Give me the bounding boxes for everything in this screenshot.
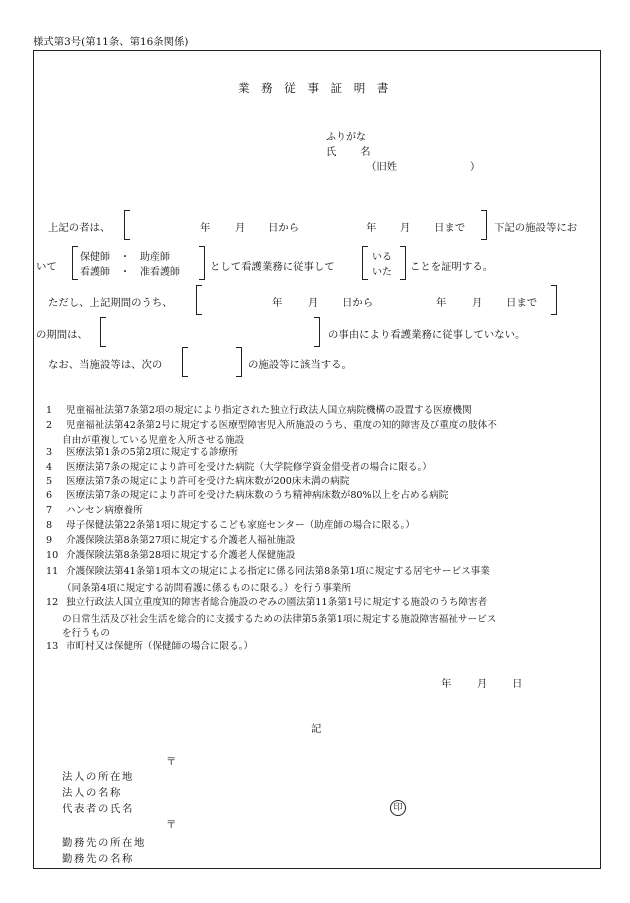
- line2-status-close-bracket: [400, 246, 406, 280]
- line3-day-until: 日まで: [506, 297, 538, 309]
- facility-item-6: 6 医療法第7条の規定により許可を受けた病床数のうち精神病床数が80%以上を占める病院: [46, 490, 449, 501]
- line3-close-bracket: [551, 285, 557, 315]
- facility-item-7: 7 ハンセン病療養所: [46, 505, 143, 516]
- facility-item-3: 3 医療法第1条の5第2項に規定する診療所: [46, 447, 238, 458]
- name-label: 氏 名: [326, 146, 372, 158]
- ki-heading: 記: [311, 723, 322, 735]
- old-surname: （旧姓 ）: [366, 161, 481, 173]
- facility-item-9: 9 介護保険法第8条第27項に規定する介護老人福祉施設: [46, 535, 296, 546]
- corp-address-label: 法人の所在地: [62, 771, 134, 783]
- line2-options-open-bracket: [72, 246, 78, 280]
- line3-prefix: ただし、上記期間のうち、: [48, 297, 173, 309]
- postal-mark-corp: 〒: [166, 756, 177, 768]
- line2-status-open-bracket: [362, 246, 368, 280]
- facility-item-11: 11 介護保険法第41条第1項本文の規定による指定に係る同法第8条第1項に規定する居宅サービス事業: [46, 566, 490, 577]
- line1-prefix: 上記の者は、: [48, 222, 111, 234]
- form-number: 様式第3号(第11条、第16条関係): [33, 36, 189, 48]
- line5-open-bracket: [182, 347, 188, 377]
- postal-mark-workplace: 〒: [166, 819, 177, 831]
- furigana-label: ふりがな: [326, 132, 366, 143]
- line1-month2: 月: [400, 222, 411, 234]
- line2-prefix: いて: [36, 261, 57, 273]
- date-year: 年: [441, 678, 452, 690]
- seal-mark: 印: [390, 800, 406, 816]
- line4-prefix: の期間は、: [36, 329, 88, 341]
- facility-item-2: 2 児童福祉法第42条第2号に規定する医療型障害児入所施設のうち、重度の知的障害及び重度の肢体不: [46, 420, 497, 431]
- status-ita: いた: [372, 267, 392, 278]
- facility-item-4: 4 医療法第7条の規定により許可を受けた病院（大学院修学資金借受者の場合に限る。）: [46, 462, 432, 473]
- line1-suffix: 下記の施設等にお: [494, 222, 578, 234]
- workplace-address-label: 勤務先の所在地: [62, 837, 146, 849]
- corp-name-label: 法人の名称: [62, 787, 122, 799]
- certificate-frame: [33, 50, 601, 869]
- line1-open-bracket: [124, 210, 130, 240]
- line1-year: 年: [200, 222, 211, 234]
- facility-item-10: 10 介護保険法第8条第28項に規定する介護老人保健施設: [46, 550, 296, 561]
- facility-item-1: 1 児童福祉法第7条第2項の規定により指定された独立行政法人国立病院機構の設置する医療機関: [46, 405, 472, 416]
- facility-item-12: 12 独立行政法人国立重度知的障害者総合施設のぞみの園法第11条第1号に規定する施設のうち障害者: [46, 597, 488, 608]
- workplace-name-label: 勤務先の名称: [62, 853, 134, 865]
- rep-name-label: 代表者の氏名: [62, 803, 134, 815]
- line1-day-from: 日から: [268, 222, 300, 234]
- line5-prefix: なお、当施設等は、次の: [48, 359, 163, 371]
- line3-day-from: 日から: [342, 297, 374, 309]
- line1-month: 月: [235, 222, 246, 234]
- line5-suffix: の施設等に該当する。: [248, 359, 352, 371]
- line1-close-bracket: [481, 210, 487, 240]
- line1-day-until: 日まで: [434, 222, 466, 234]
- line3-year2: 年: [436, 297, 447, 309]
- date-month: 月: [477, 678, 488, 690]
- line5-close-bracket: [236, 347, 242, 377]
- line3-year: 年: [272, 297, 283, 309]
- line4-open-bracket: [100, 317, 106, 347]
- line4-close-bracket: [314, 317, 320, 347]
- line2-suffix: ことを証明する。: [410, 261, 494, 273]
- facility-item-5: 5 医療法第7条の規定により許可を受けた病床数が200床未満の病院: [46, 476, 350, 487]
- facility-item-12-cont-2: を行うもの: [62, 628, 110, 639]
- status-iru: いる: [372, 252, 392, 263]
- line2-mid: として看護業務に従事して: [210, 261, 335, 273]
- line2-options-close-bracket: [199, 246, 205, 280]
- facility-item-11-cont: （同条第4項に規定する訪問看護に係るものに限る。）を行う事業所: [62, 583, 352, 594]
- facility-item-12-cont-1: の日常生活及び社会生活を総合的に支援するための法律第5条第1項に規定する施設障害福祉サービス: [62, 614, 497, 625]
- option-kangoshi-junkangoshi: 看護師 ・ 准看護師: [80, 267, 180, 278]
- line1-year2: 年: [366, 222, 377, 234]
- line3-month: 月: [308, 297, 319, 309]
- facility-item-13: 13 市町村又は保健所（保健師の場合に限る。）: [46, 641, 254, 652]
- date-day: 日: [512, 678, 523, 690]
- facility-item-2-cont: 自由が重複している児童を入所させる施設: [62, 435, 245, 446]
- option-hokenshi-josanshi: 保健師 ・ 助産師: [80, 252, 170, 263]
- facility-item-8: 8 母子保健法第22条第1項に規定するこども家庭センター（助産師の場合に限る。）: [46, 520, 415, 531]
- line3-month2: 月: [472, 297, 483, 309]
- line4-suffix: の事由により看護業務に従事していない。: [328, 329, 526, 341]
- line3-open-bracket: [196, 285, 202, 315]
- document-title: 業 務 従 事 証 明 書: [238, 81, 393, 95]
